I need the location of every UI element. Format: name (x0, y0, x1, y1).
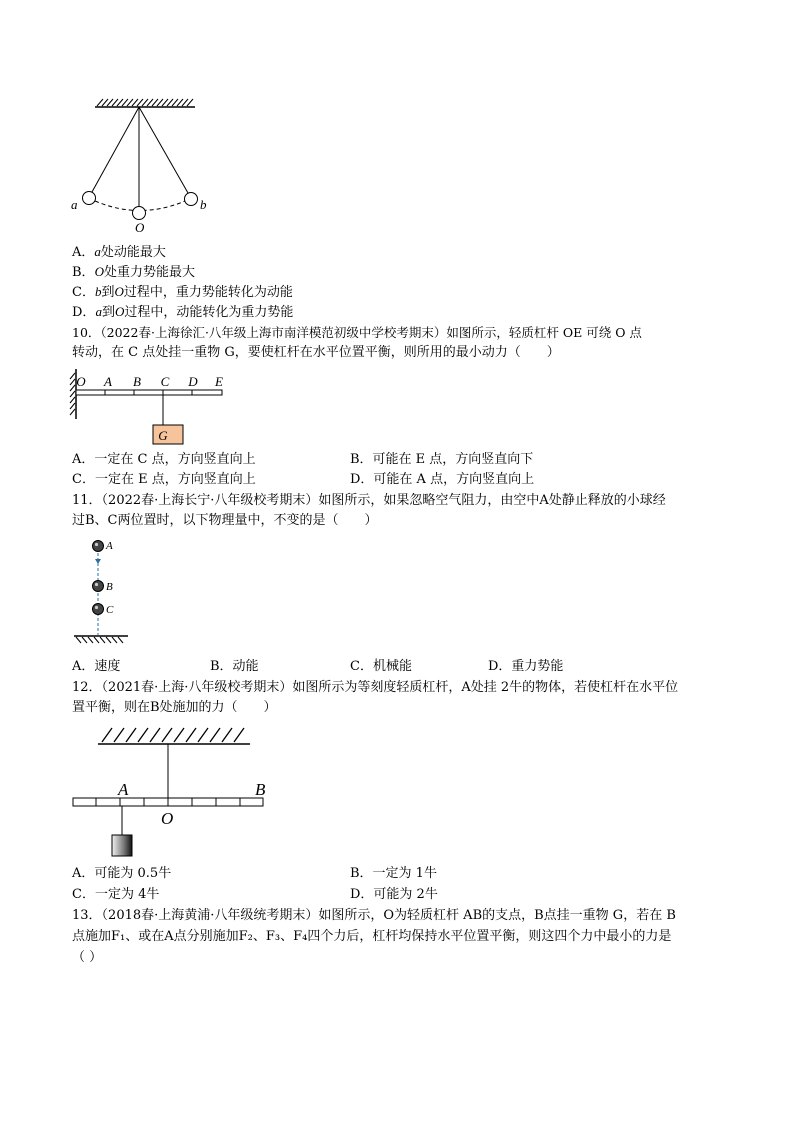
q11-option-a[interactable]: A．速度 (72, 659, 121, 674)
lever-point-labels (76, 374, 223, 389)
q11-stem-line1: 11．（2022春·上海长宁·八年级校考期末）如图所示，如果忽略空气阻力，由空中A处静止释放的小球经 (72, 493, 666, 508)
q11-option-c[interactable]: C．机械能 (350, 659, 412, 674)
lever-oe-figure (68, 367, 238, 449)
pendulum-figure (65, 95, 215, 235)
q13-stem-line2: 点施加F₁、或在A点分别施加F₂、F₃、F₄四个力后，杠杆均保持水平位置平衡，则这四个力中最小的力是 (72, 929, 672, 944)
label-b: B (255, 780, 266, 799)
q10-option-b[interactable]: B．可能在 E 点，方向竖直向下 (350, 452, 534, 467)
label-o: O (161, 809, 174, 828)
q11-option-d[interactable]: D．重力势能 (488, 659, 564, 674)
q9-option-d[interactable]: D．a到O过程中，动能转化为重力势能 (72, 304, 294, 320)
ball-label-a: A (106, 540, 113, 552)
ball-label-b: B (106, 581, 113, 593)
q12-option-b[interactable]: B．一定为 1牛 (350, 866, 437, 881)
lever-point-a: A (104, 374, 112, 389)
q9-option-b[interactable]: B．O处重力势能最大 (72, 264, 195, 280)
q10-option-c[interactable]: C．一定在 E 点，方向竖直向上 (72, 472, 256, 487)
ball-label-c: C (106, 604, 114, 616)
q11-stem-line2: 过B、C两位置时，以下物理量中，不变的是（ ） (72, 513, 378, 528)
q12-option-a[interactable]: A．可能为 0.5牛 (72, 866, 172, 881)
q9-option-a[interactable]: A．a处动能最大 (72, 244, 166, 260)
q11-option-b[interactable]: B．动能 (210, 659, 259, 674)
lever-point-o: O (76, 374, 86, 389)
q10-option-d[interactable]: D．可能在 A 点，方向竖直向上 (350, 472, 535, 487)
q10-stem-line2: 转动，在 C 点处挂一重物 G，要使杠杆在水平位置平衡，则所用的最小动力（ ） (72, 345, 560, 360)
q10-option-a[interactable]: A．一定在 C 点，方向竖直向上 (72, 452, 256, 467)
q12-option-c[interactable]: C．一定为 4牛 (72, 887, 160, 902)
lever-point-b: B (133, 374, 141, 389)
q12-option-d[interactable]: D．可能为 2牛 (350, 887, 438, 902)
label-a: A (118, 780, 129, 799)
falling-ball-figure (70, 535, 140, 650)
lever-point-e: E (215, 374, 223, 389)
q10-stem-line1: 10．（2022春·上海徐汇·八年级上海市南洋模范初级中学校考期末）如图所示，轻质杠杆 OE 可绕 O 点 (72, 325, 642, 340)
lever-ab-figure (68, 722, 278, 864)
q12-stem-line1: 12．（2021春·上海·八年级校考期末）如图所示为等刻度轻质杠杆，A处挂 2牛的物体，若使杠杆在水平位 (72, 680, 679, 695)
label-a: a (71, 197, 78, 212)
lever-point-c: C (160, 374, 170, 389)
weight-g-label: G (158, 428, 168, 443)
lever-point-d: D (188, 374, 198, 389)
q12-stem-line2: 置平衡，则在B处施加的力（ ） (72, 700, 277, 715)
q13-stem-line3: （ ） (72, 950, 103, 965)
label-b: b (200, 197, 207, 212)
q13-stem-line1: 13．（2018春·上海黄浦·八年级统考期末）如图所示，O为轻质杠杆 AB的支点，B点挂一重物 G，若在 B (72, 908, 676, 923)
label-o: O (135, 220, 145, 235)
q9-option-c[interactable]: C．b到O过程中，重力势能转化为动能 (72, 284, 293, 300)
